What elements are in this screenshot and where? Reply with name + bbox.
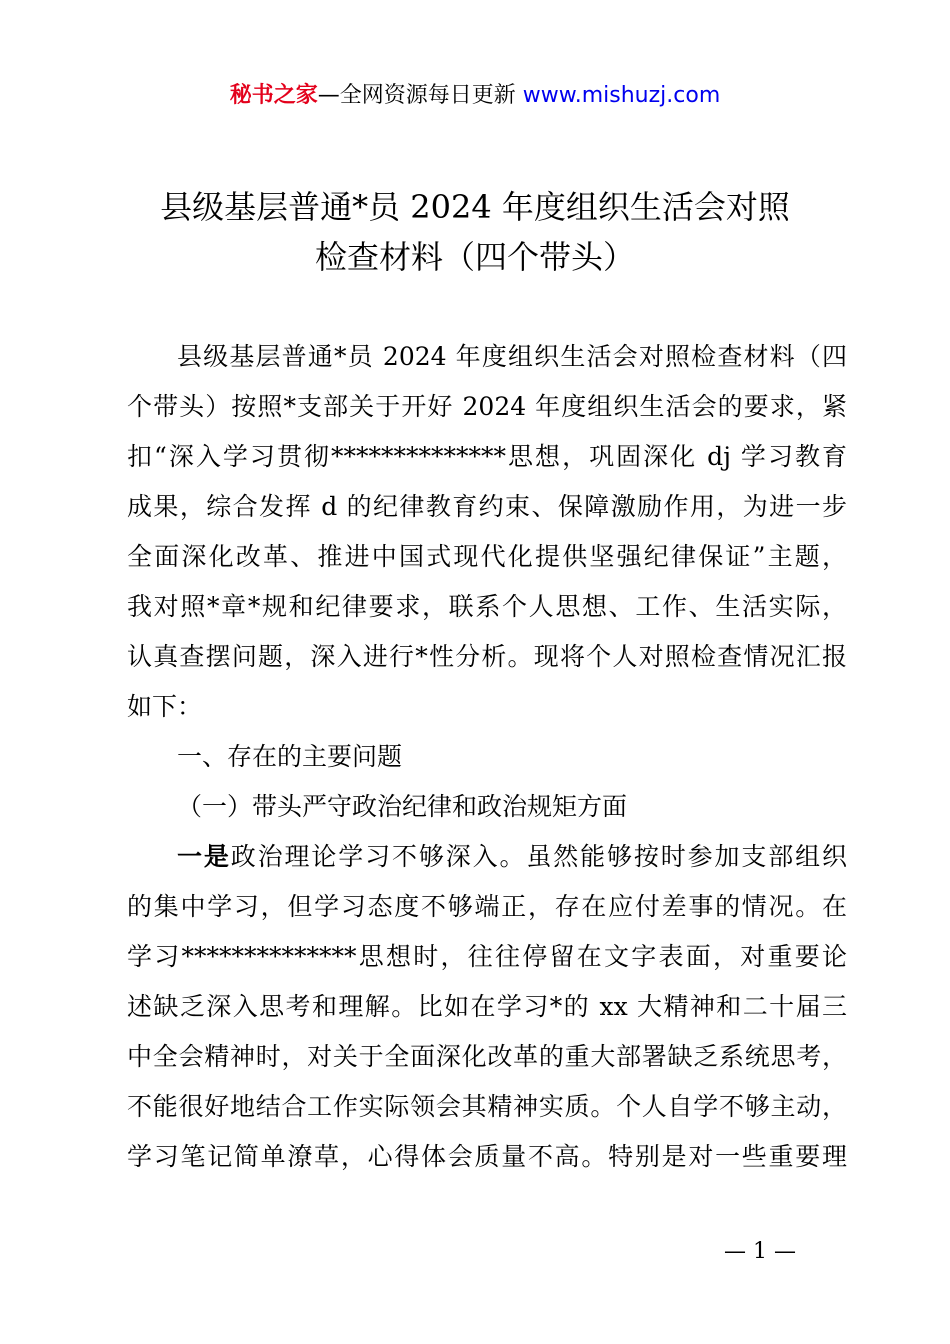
point-line: 述缺乏深入思考和理解。比如在学习*的 xx 大精神和二十届三 bbox=[127, 992, 847, 1021]
title-line-2: 检查材料（四个带头） bbox=[314, 238, 635, 276]
point-line bbox=[127, 832, 847, 882]
brand-name: 秘书之家 bbox=[229, 83, 318, 108]
point-line: 学习**************思想时，往往停留在文字表面，对重要论 bbox=[127, 942, 847, 971]
subsection-heading: （一）带头严守政治纪律和政治规矩方面 bbox=[177, 792, 628, 821]
intro-line: 扣“深入学习贯彻**************思想，巩固深化 dj 学习教育 bbox=[127, 442, 847, 471]
point-line: 的集中学习，但学习态度不够端正，存在应付差事的情况。在 bbox=[127, 892, 847, 921]
intro-line: 如下： bbox=[127, 692, 203, 721]
point-line: 学习笔记简单潦草，心得体会质量不高。特别是对一些重要理 bbox=[127, 1142, 847, 1171]
title-line-1: 县级基层普通*员 2024 年度组织生活会对照 bbox=[160, 188, 790, 226]
point-lead: 一是 bbox=[177, 842, 231, 871]
page-number: — 1 — bbox=[724, 1239, 796, 1264]
intro-line: 认真查摆问题，深入进行*性分析。现将个人对照检查情况汇报 bbox=[127, 642, 847, 671]
site-banner bbox=[0, 80, 950, 112]
intro-line: 个带头）按照*支部关于开好 2024 年度组织生活会的要求，紧 bbox=[127, 392, 847, 421]
intro-line: 县级基层普通*员 2024 年度组织生活会对照检查材料（四 bbox=[177, 342, 847, 371]
intro-line: 全面深化改革、推进中国式现代化提供坚强纪律保证”主题， bbox=[127, 542, 847, 571]
document-title bbox=[100, 182, 850, 282]
intro-line: 成果，综合发挥 d 的纪律教育约束、保障激励作用，为进一步 bbox=[127, 492, 847, 521]
site-slogan: —全网资源每日更新 bbox=[317, 83, 523, 108]
section-heading: 一、存在的主要问题 bbox=[177, 742, 403, 771]
point-line: 中全会精神时，对关于全面深化改革的重大部署缺乏系统思考， bbox=[127, 1042, 847, 1071]
point-line: 不能很好地结合工作实际领会其精神实质。个人自学不够主动， bbox=[127, 1092, 847, 1121]
intro-line: 我对照*章*规和纪律要求，联系个人思想、工作、生活实际， bbox=[127, 592, 847, 621]
site-url-link[interactable]: www.mishuzj.com bbox=[522, 83, 721, 108]
document-body bbox=[127, 332, 847, 1182]
point-text: 政治理论学习不够深入。虽然能够按时参加支部组织 bbox=[230, 842, 847, 871]
